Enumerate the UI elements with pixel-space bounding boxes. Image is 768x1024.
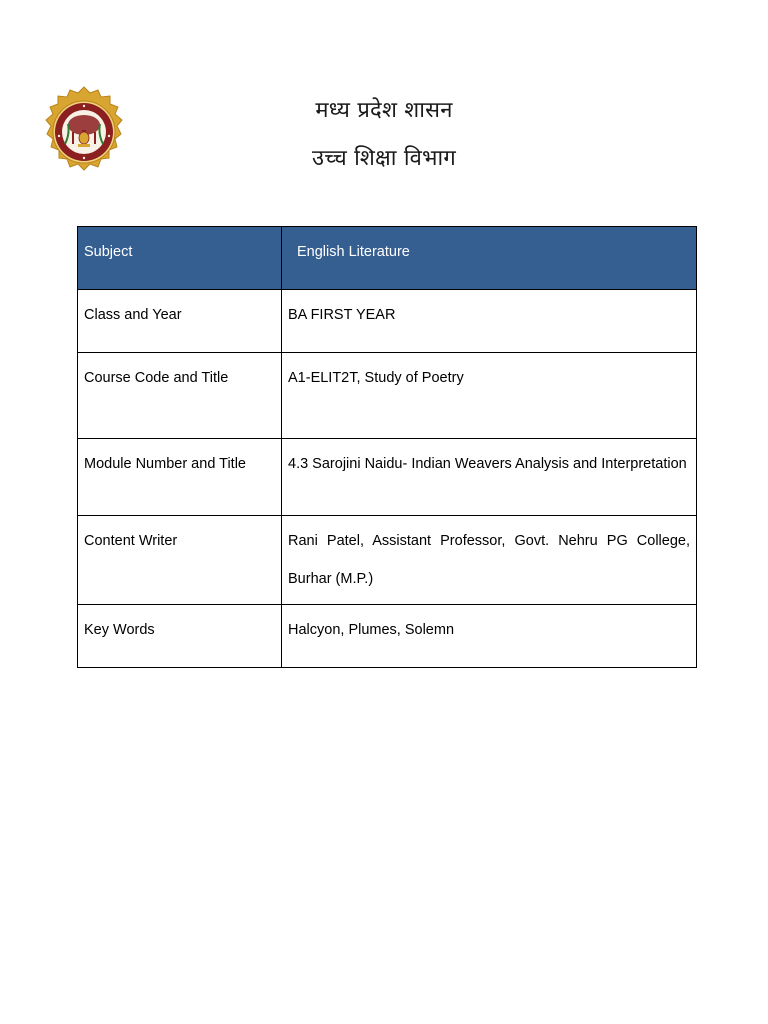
- table-row: [78, 516, 697, 605]
- subject-value: English Literature: [282, 227, 697, 290]
- course-info-table: [77, 226, 697, 668]
- course-code-label: Course Code and Title: [78, 353, 282, 439]
- table-row: [78, 353, 697, 439]
- course-code-value: A1-ELIT2T, Study of Poetry: [282, 353, 697, 439]
- department-title: उच्च शिक्षा विभाग: [312, 146, 456, 171]
- content-writer-value: Rani Patel, Assistant Professor, Govt. Nehru PG College, Burhar (M.P.): [282, 516, 697, 605]
- subject-label: Subject: [78, 227, 282, 290]
- table-row: [78, 290, 697, 353]
- table-row: [78, 605, 697, 668]
- key-words-label: Key Words: [78, 605, 282, 668]
- content-writer-label: Content Writer: [78, 516, 282, 605]
- table-row: [78, 439, 697, 516]
- module-value: 4.3 Sarojini Naidu- Indian Weavers Analysis and Interpretation: [282, 439, 697, 516]
- module-label: Module Number and Title: [78, 439, 282, 516]
- class-year-value: BA FIRST YEAR: [282, 290, 697, 353]
- madhya-pradesh-emblem-icon: [36, 86, 132, 178]
- class-year-label: Class and Year: [78, 290, 282, 353]
- government-title: मध्य प्रदेश शासन: [315, 98, 453, 123]
- document-header: [0, 0, 768, 200]
- key-words-value: Halcyon, Plumes, Solemn: [282, 605, 697, 668]
- table-header-row: [78, 227, 697, 290]
